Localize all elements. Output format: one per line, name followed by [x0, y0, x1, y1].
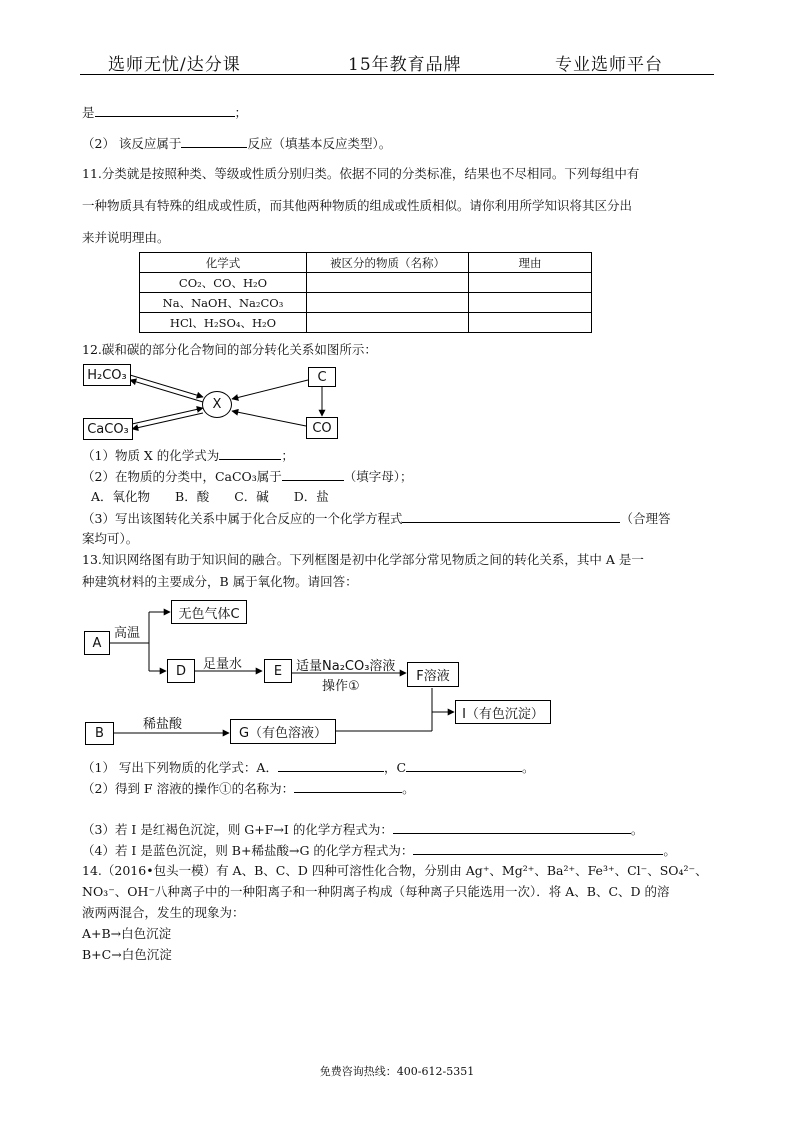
q10-line-a: 是 ；	[82, 105, 248, 120]
node-co: CO	[306, 417, 338, 439]
q12-s3-cont: 案均可）。	[82, 531, 139, 546]
header-platform: 专业选师平台	[555, 55, 663, 75]
q12-intro: 12.碳和碳的部分化合物间的部分转化关系如图所示：	[82, 342, 377, 357]
node-c-gas: 无色气体C	[171, 600, 247, 624]
node-b: B	[85, 722, 114, 745]
header-slogan: 15年教育品牌	[348, 55, 462, 75]
node-d: D	[167, 659, 195, 683]
q14-line1: 14.（2016•包头一模）有 A、B、C、D 四种可溶性化合物，分别由 Ag⁺、Mg²⁺、Ba²⁺、Fe³⁺、Cl⁻、SO₄²⁻、	[82, 863, 708, 878]
node-h2co3: H₂CO₃	[83, 364, 131, 386]
node-a: A	[84, 631, 110, 655]
table-cell-formula: CO₂、CO、H₂O	[140, 273, 307, 293]
node-caco3: CaCO₃	[83, 418, 133, 440]
header-brand: 选师无忧/达分课	[108, 55, 241, 75]
footer-hotline: 免费咨询热线：400-612-5351	[319, 1065, 475, 1078]
q13-s3: （3）若 I 是红褐色沉淀，则 G+F→I 的化学方程式为： 。	[82, 822, 644, 837]
label-water: 足量水	[203, 657, 243, 672]
q12-s1: （1）物质 X 的化学式为 ；	[82, 448, 294, 463]
q11-line2: 一种物质具有特殊的组成或性质，而其他两种物质的组成或性质相似。请你利用所学知识将其区分出	[82, 198, 633, 213]
node-i: I（有色沉淀）	[455, 700, 551, 724]
table-header-cell: 被区分的物质（名称）	[307, 253, 469, 273]
table-header-cell: 化学式	[140, 253, 307, 273]
table-header-cell: 理由	[469, 253, 592, 273]
node-g: G（有色溶液）	[230, 719, 336, 744]
label-operation: 操作①	[322, 679, 360, 694]
q13-line2: 种建筑材料的主要成分，B 属于氧化物。请回答：	[82, 574, 358, 589]
label-gaowen: 高温	[114, 626, 141, 641]
table-cell-formula: Na、NaOH、Na₂CO₃	[140, 293, 307, 313]
q12-s3: （3）写出该图转化关系中属于化合反应的一个化学方程式 （合理答	[82, 511, 671, 526]
q13-s1: （1） 写出下列物质的化学式：A． ，C 。	[82, 760, 535, 775]
q13-s4: （4）若 I 是蓝色沉淀，则 B+稀盐酸→G 的化学方程式为： 。	[82, 843, 676, 858]
table-cell-formula: HCl、H₂SO₄、H₂O	[140, 313, 307, 333]
q14-reaction-2: B+C→白色沉淀	[82, 947, 172, 962]
label-reagent: 适量Na₂CO₃溶液	[296, 659, 396, 674]
q11-line1: 11.分类就是按照种类、等级或性质分别归类。依据不同的分类标准，结果也不尽相同。下列每组中有	[82, 166, 640, 181]
node-c: C	[308, 367, 336, 387]
node-f: F溶液	[407, 662, 459, 687]
q14-line3: 液两两混合，发生的现象为：	[82, 905, 245, 920]
q13-line1: 13.知识网络图有助于知识间的融合。下列框图是初中化学部分常见物质之间的转化关系，其中 A 是一	[82, 552, 644, 567]
q12-options: A．氧化物 B．酸 C．碱 D．盐	[91, 489, 329, 504]
label-acid: 稀盐酸	[143, 717, 183, 732]
q10-part2: （2） 该反应属于 反应（填基本反应类型）。	[82, 136, 392, 151]
q14-reaction-1: A+B→白色沉淀	[82, 926, 172, 941]
node-x: X	[202, 391, 232, 418]
q14-line2: NO₃⁻、OH⁻八种离子中的一种阳离子和一种阴离子构成（每种离子只能选用一次）．将 A、B、C、D 的溶	[82, 884, 670, 899]
q11-line3: 来并说明理由。	[82, 230, 170, 245]
q13-s2: （2）得到 F 溶液的操作①的名称为： 。	[82, 781, 415, 796]
q12-s2: （2）在物质的分类中，CaCO₃属于 （填字母）；	[82, 469, 413, 484]
node-e: E	[264, 659, 292, 683]
